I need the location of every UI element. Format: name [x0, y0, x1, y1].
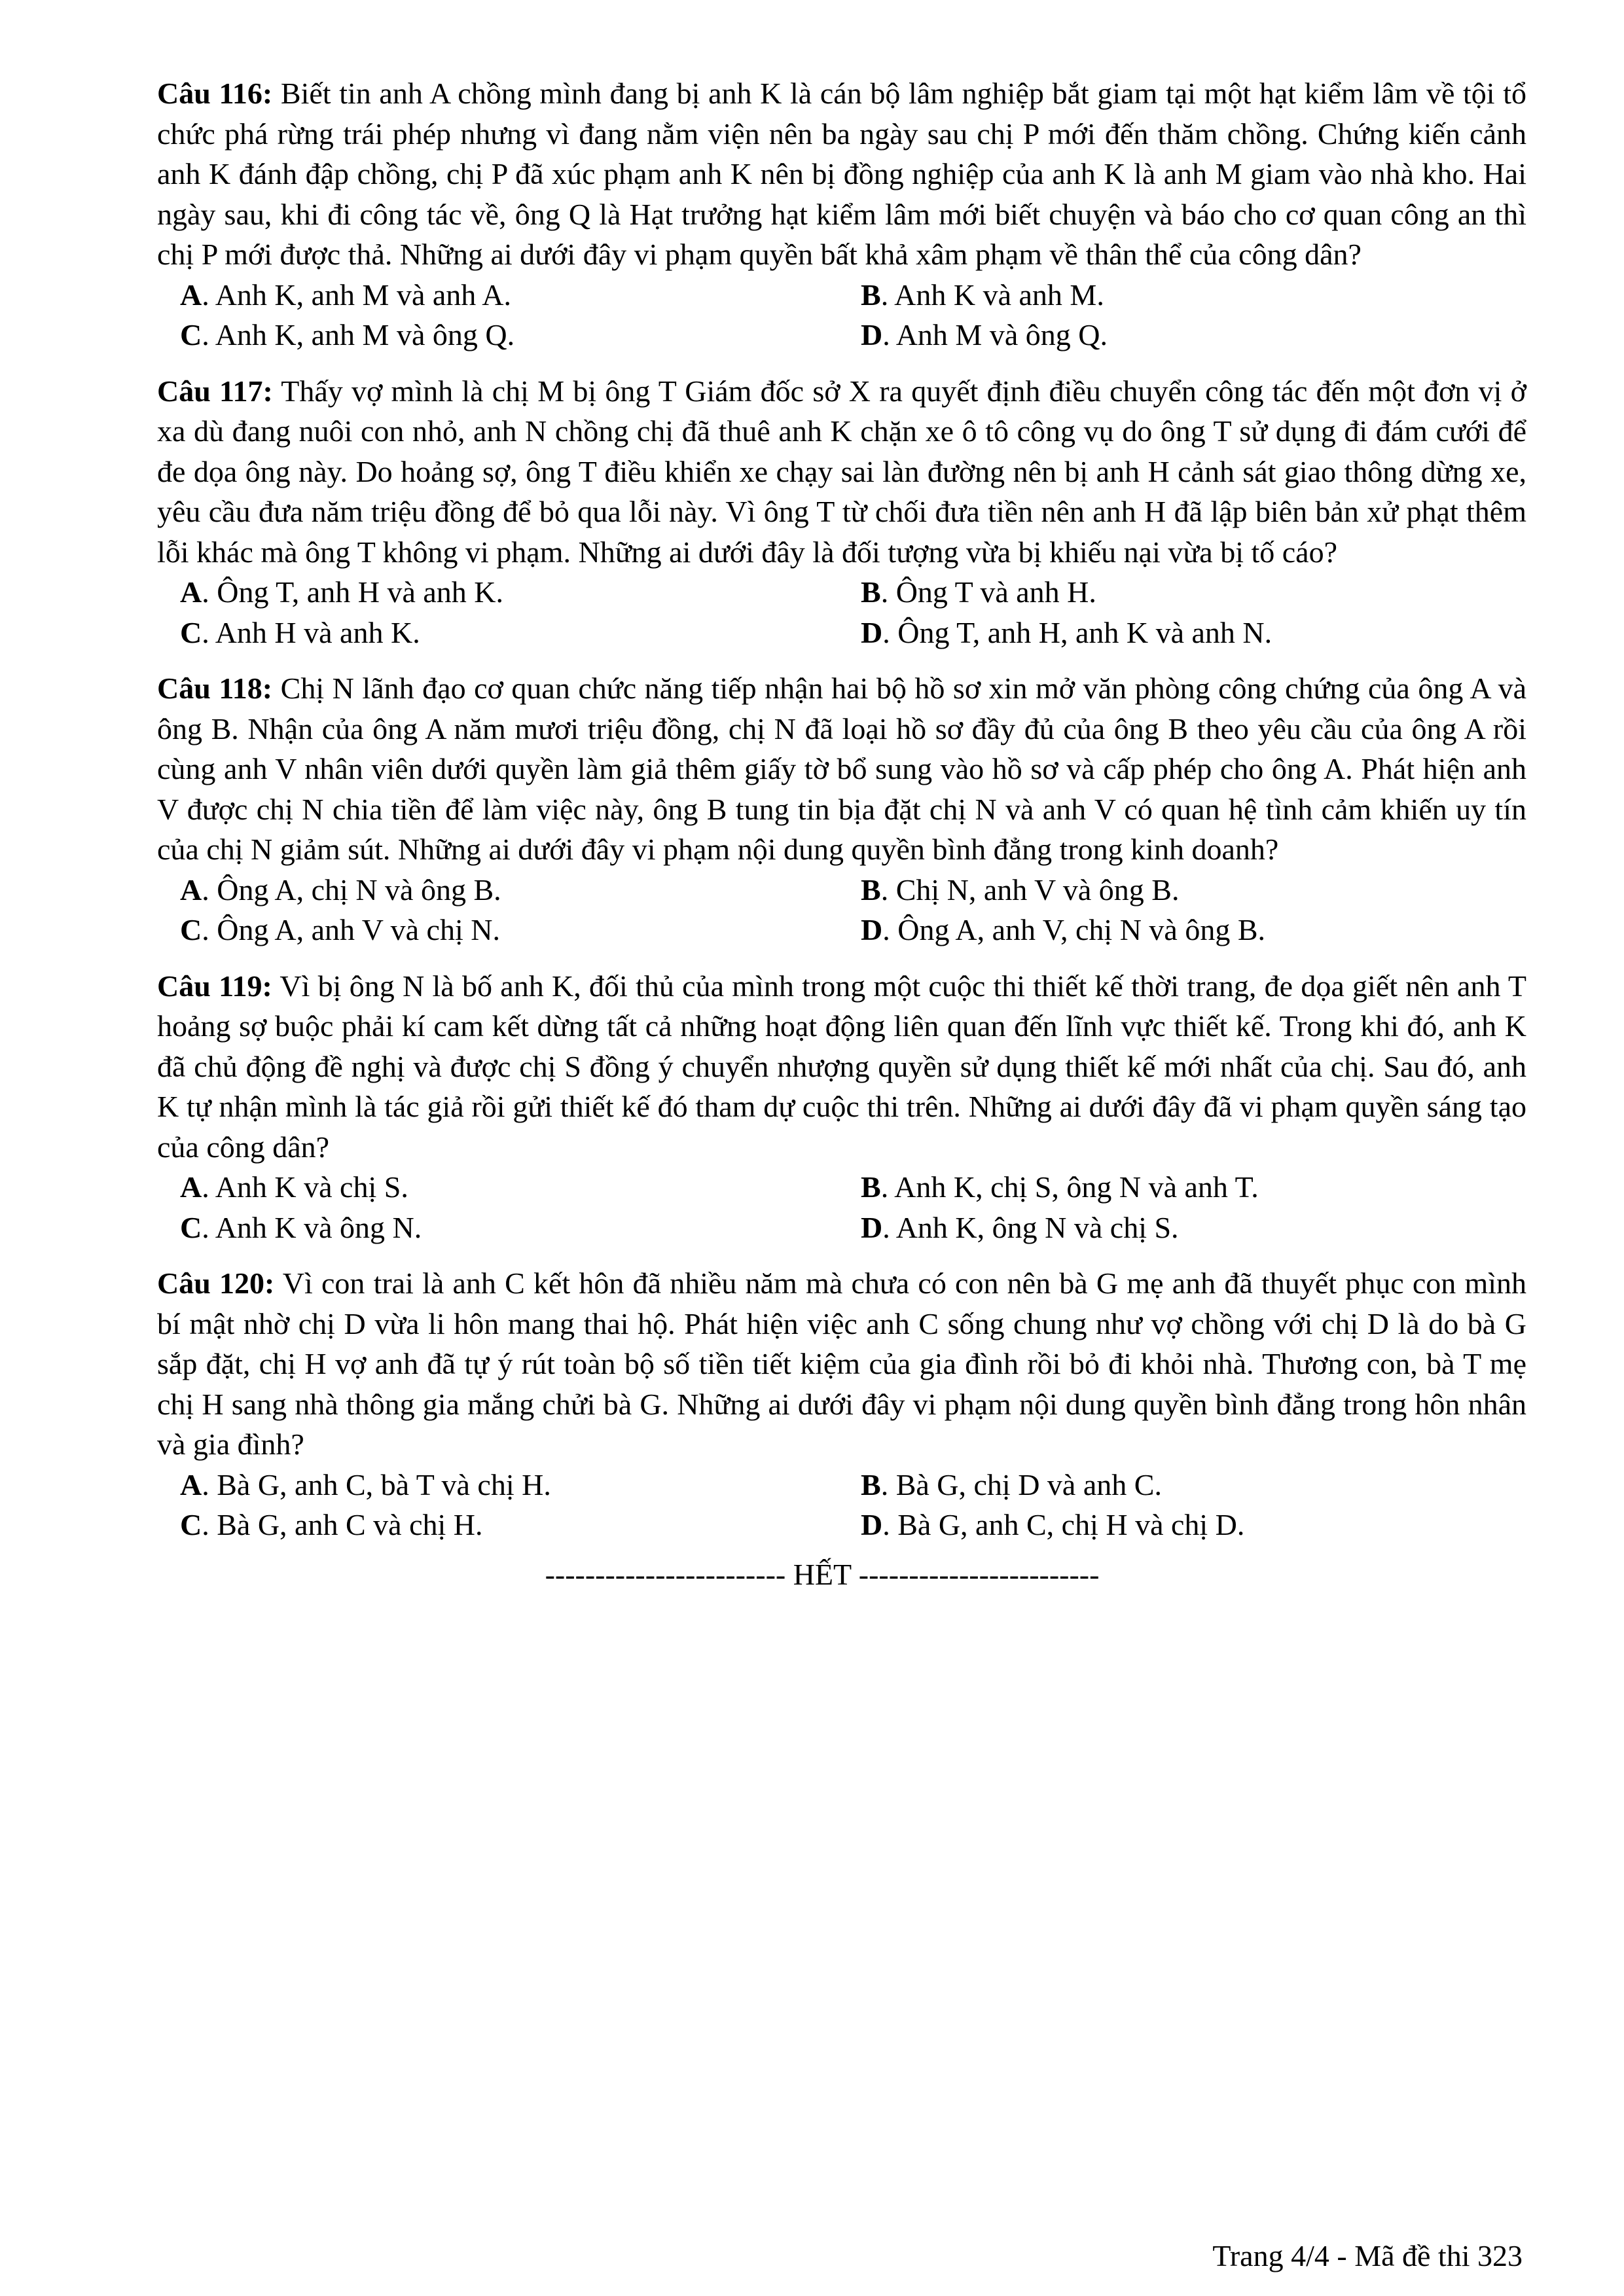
answer-options	[157, 870, 1526, 950]
option-a: A. Anh K và chị S.	[180, 1170, 408, 1204]
question-stem	[157, 371, 1526, 573]
question-label: Câu 117:	[157, 374, 273, 408]
answer-options	[157, 572, 1526, 653]
question-117	[157, 371, 1526, 653]
question-120	[157, 1263, 1526, 1545]
option-b: B. Bà G, chị D và anh C.	[861, 1467, 1162, 1501]
option-d: D. Ông T, anh H, anh K và anh N.	[861, 615, 1272, 649]
option-a: A. Ông A, chị N và ông B.	[180, 872, 501, 906]
answer-options	[157, 1167, 1526, 1247]
question-label: Câu 116:	[157, 77, 273, 110]
option-b: B. Anh K và anh M.	[861, 278, 1104, 312]
question-text: Vì bị ông N là bố anh K, đối thủ của mình trong một cuộc thi thiết kế thời trang, đe dọa giết nên anh T hoảng sợ buộc phải kí cam kết dừng tất cả những hoạt động liên quan đến lĩnh vực thiết kế. Trong khi đó, anh K đã chủ động đề nghị và được chị S đồng ý chuyển nhượng quyền sử dụng thiết kế mới nhất của chị. Sau đó, anh K tự nhận mình là tác giả rồi gửi thiết kế đó tham dự cuộc thi trên. Những ai dưới đây đã vi phạm quyền sáng tạo của công dân?	[157, 969, 1526, 1164]
option-b: B. Chị N, anh V và ông B.	[861, 872, 1180, 906]
question-label: Câu 118:	[157, 672, 273, 705]
answer-options	[157, 275, 1526, 355]
question-stem	[157, 668, 1526, 870]
page-footer: Trang 4/4 - Mã đề thi 323	[1212, 2239, 1523, 2272]
option-a: A. Anh K, anh M và anh A.	[180, 278, 511, 312]
question-text: Vì con trai là anh C kết hôn đã nhiều năm mà chưa có con nên bà G mẹ anh đã thuyết phục con mình bí mật nhờ chị D vừa li hôn mang thai hộ. Phát hiện việc anh C sống chung như vợ chồng với chị D là do bà G sắp đặt, chị H vợ anh đã tự ý rút toàn bộ số tiền tiết kiệm của gia đình rồi bỏ đi khỏi nhà. Thương con, bà T mẹ chị H sang nhà thông gia mắng chửi bà G. Những ai dưới đây vi phạm nội dung quyền bình đẳng trong hôn nhân và gia đình?	[157, 1266, 1527, 1461]
question-stem	[157, 966, 1526, 1168]
answer-options	[157, 1465, 1526, 1545]
question-116	[157, 73, 1526, 355]
option-c: C. Ông A, anh V và chị N.	[180, 913, 500, 946]
question-text: Thấy vợ mình là chị M bị ông T Giám đốc sở X ra quyết định điều chuyển công tác đến một đơn vị ở xa dù đang nuôi con nhỏ, anh N chồng chị đã thuê anh K chặn xe ô tô công vụ do ông T sử dụng đi đám cưới để đe dọa ông này. Do hoảng sợ, ông T điều khiển xe chạy sai làn đường nên bị anh H cảnh sát giao thông dừng xe, yêu cầu đưa năm triệu đồng để bỏ qua lỗi này. Vì ông T từ chối đưa tiền nên anh H đã lập biên bản xử phạt thêm lỗi khác mà ông T không vi phạm. Những ai dưới đây là đối tượng vừa bị khiếu nại vừa bị tố cáo?	[157, 374, 1526, 569]
question-text: Biết tin anh A chồng mình đang bị anh K là cán bộ lâm nghiệp bắt giam tại một hạt kiểm lâm về tội tổ chức phá rừng trái phép nhưng vì đang nằm viện nên ba ngày sau chị P mới đến thăm chồng. Chứng kiến cảnh anh K đánh đập chồng, chị P đã xúc phạm anh K nên bị đồng nghiệp của anh K là anh M giam vào nhà kho. Hai ngày sau, khi đi công tác về, ông Q là Hạt trưởng hạt kiểm lâm mới biết chuyện và báo cho cơ quan công an thì chị P mới được thả. Những ai dưới đây vi phạm quyền bất khả xâm phạm về thân thể của công dân?	[157, 77, 1527, 271]
end-marker: ------------------------ HẾT ------------------------	[545, 1557, 1100, 1591]
question-label: Câu 120:	[157, 1266, 275, 1300]
option-b: B. Ông T và anh H.	[861, 575, 1096, 609]
option-d: D. Anh K, ông N và chị S.	[861, 1210, 1179, 1244]
question-119	[157, 966, 1526, 1248]
option-c: C. Anh H và anh K.	[180, 615, 420, 649]
exam-page	[157, 73, 1526, 1594]
option-d: D. Anh M và ông Q.	[861, 318, 1108, 351]
question-text: Chị N lãnh đạo cơ quan chức năng tiếp nhận hai bộ hồ sơ xin mở văn phòng công chứng của ông A và ông B. Nhận của ông A năm mươi triệu đồng, chị N đã loại hồ sơ đầy đủ của ông B theo yêu cầu của ông A rồi cùng anh V nhân viên dưới quyền làm giả thêm giấy tờ bổ sung vào hồ sơ và cấp phép cho ông A. Phát hiện anh V được chị N chia tiền để làm việc này, ông B tung tin bịa đặt chị N và anh V có quan hệ tình cảm khiến uy tín của chị N giảm sút. Những ai dưới đây vi phạm nội dung quyền bình đẳng trong kinh doanh?	[157, 672, 1526, 866]
question-118	[157, 668, 1526, 950]
question-stem	[157, 1263, 1526, 1465]
option-c: C. Anh K, anh M và ông Q.	[180, 318, 515, 351]
question-stem	[157, 73, 1526, 275]
option-b: B. Anh K, chị S, ông N và anh T.	[861, 1170, 1259, 1204]
option-d: D. Bà G, anh C, chị H và chị D.	[861, 1508, 1245, 1541]
option-c: C. Anh K và ông N.	[180, 1210, 422, 1244]
option-d: D. Ông A, anh V, chị N và ông B.	[861, 913, 1266, 946]
option-a: A. Ông T, anh H và anh K.	[180, 575, 503, 609]
question-label: Câu 119:	[157, 969, 272, 1003]
option-c: C. Bà G, anh C và chị H.	[180, 1508, 483, 1541]
option-a: A. Bà G, anh C, bà T và chị H.	[180, 1467, 551, 1501]
